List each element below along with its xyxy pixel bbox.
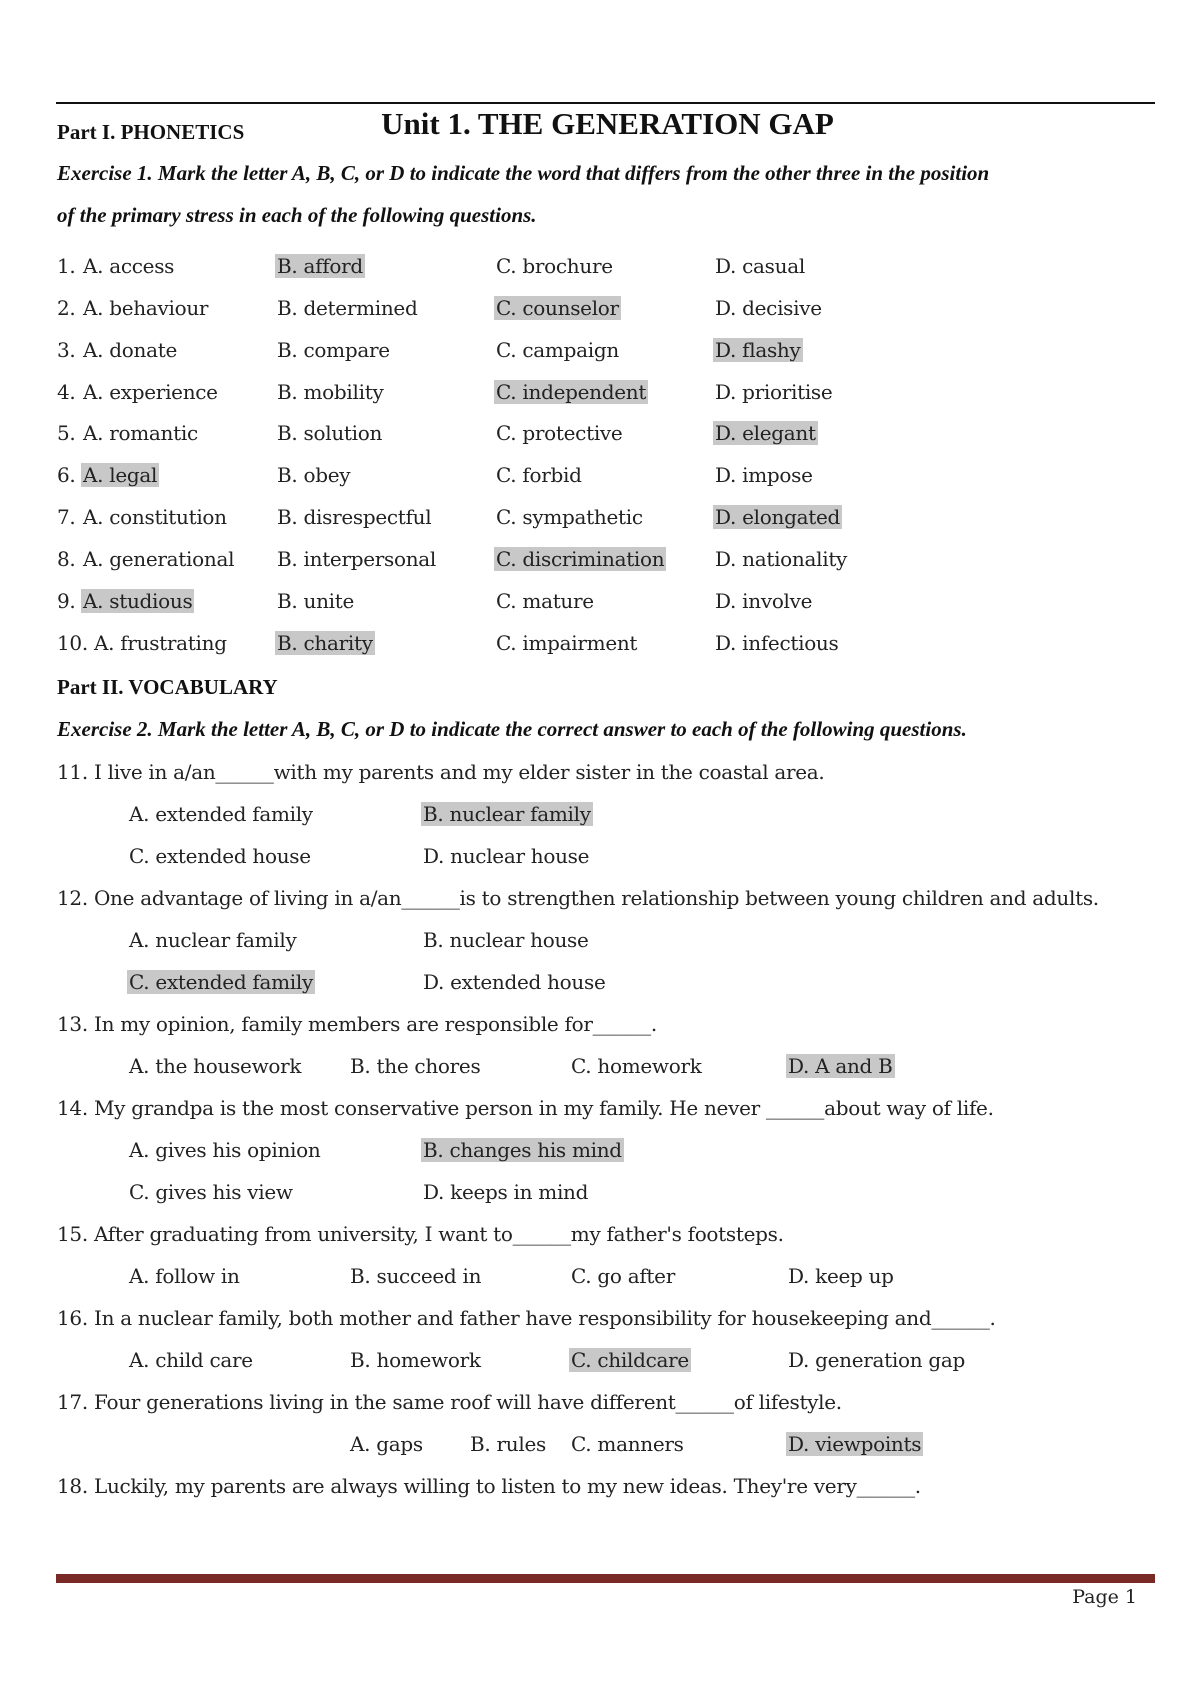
option-a: A. extended family xyxy=(129,802,313,826)
option-b: B. unite xyxy=(277,589,355,613)
option-c: C. independent xyxy=(496,380,647,404)
option-b: B. disrespectful xyxy=(277,505,432,529)
option-a: A. behaviour xyxy=(83,296,209,320)
option-d: D. nationality xyxy=(715,547,848,571)
option-a: A. experience xyxy=(83,380,218,404)
question-stem: 11. I live in a/an______with my parents and my elder sister in the coastal area. xyxy=(57,760,825,784)
question-stem: 18. Luckily, my parents are always willing to listen to my new ideas. They're very______. xyxy=(57,1474,921,1498)
option-c: C. extended house xyxy=(129,844,311,868)
option-d: D. flashy xyxy=(715,338,801,362)
option-c: C. extended family xyxy=(129,970,313,994)
option-c: C. sympathetic xyxy=(496,505,643,529)
option-d: D. nuclear house xyxy=(423,844,590,868)
option-c: C. childcare xyxy=(571,1348,689,1372)
page-number: Page 1 xyxy=(1072,1586,1137,1608)
option-c: C. forbid xyxy=(496,463,582,487)
option-d: D. viewpoints xyxy=(788,1432,922,1456)
question-number: 7. xyxy=(57,505,76,529)
option-d: D. infectious xyxy=(715,631,839,655)
option-a: A. legal xyxy=(83,463,158,487)
option-d: D. extended house xyxy=(423,970,606,994)
question-number: 4. xyxy=(57,380,76,404)
option-b: B. homework xyxy=(350,1348,481,1372)
option-c: C. mature xyxy=(496,589,594,613)
question-stem: 17. Four generations living in the same roof will have different______of lifestyle. xyxy=(57,1390,842,1414)
option-b: B. afford xyxy=(277,254,363,278)
header-rule xyxy=(56,102,1155,104)
exercise-2-instruction: Exercise 2. Mark the letter A, B, C, or D to indicate the correct answer to each of the following questions. xyxy=(57,717,967,741)
option-c: C. discrimination xyxy=(496,547,665,571)
option-d: D. involve xyxy=(715,589,813,613)
question-number: 10. xyxy=(57,631,88,655)
option-a: A. gaps xyxy=(350,1432,423,1456)
option-d: D. A and B xyxy=(788,1054,893,1078)
exercise-1-instruction-line-2: of the primary stress in each of the following questions. xyxy=(57,203,537,227)
option-b: B. obey xyxy=(277,463,351,487)
option-b: B. determined xyxy=(277,296,418,320)
part-2-heading: Part II. VOCABULARY xyxy=(57,675,278,699)
question-stem: 14. My grandpa is the most conservative person in my family. He never ______about way of life. xyxy=(57,1096,994,1120)
option-c: C. gives his view xyxy=(129,1180,293,1204)
option-d: D. prioritise xyxy=(715,380,833,404)
option-b: B. the chores xyxy=(350,1054,481,1078)
exercise-1-instruction-line-1: Exercise 1. Mark the letter A, B, C, or D to indicate the word that differs from the other three in the position xyxy=(57,161,990,185)
option-a: A. donate xyxy=(83,338,177,362)
option-c: C. protective xyxy=(496,421,623,445)
option-c: C. impairment xyxy=(496,631,638,655)
option-a: A. gives his opinion xyxy=(129,1138,321,1162)
option-a: A. access xyxy=(83,254,175,278)
question-number: 1. xyxy=(57,254,76,278)
option-b: B. mobility xyxy=(277,380,384,404)
option-d: D. elegant xyxy=(715,421,816,445)
option-a: A. constitution xyxy=(83,505,227,529)
option-b: B. compare xyxy=(277,338,390,362)
option-d: D. keeps in mind xyxy=(423,1180,589,1204)
question-number: 8. xyxy=(57,547,76,571)
question-number: 6. xyxy=(57,463,76,487)
option-c: C. go after xyxy=(571,1264,675,1288)
option-d: D. generation gap xyxy=(788,1348,966,1372)
option-a: A. child care xyxy=(129,1348,253,1372)
question-number: 9. xyxy=(57,589,76,613)
option-c: C. brochure xyxy=(496,254,613,278)
question-number: 5. xyxy=(57,421,76,445)
option-d: D. decisive xyxy=(715,296,822,320)
question-stem: 13. In my opinion, family members are responsible for______. xyxy=(57,1012,657,1036)
question-stem: 16. In a nuclear family, both mother and father have responsibility for housekeeping and______. xyxy=(57,1306,996,1330)
option-c: C. manners xyxy=(571,1432,684,1456)
option-c: C. campaign xyxy=(496,338,619,362)
page-title: Unit 1. THE GENERATION GAP xyxy=(381,106,834,141)
question-number: 3. xyxy=(57,338,76,362)
option-a: A. studious xyxy=(83,589,193,613)
option-d: D. impose xyxy=(715,463,813,487)
option-b: B. rules xyxy=(470,1432,546,1456)
option-a: A. romantic xyxy=(83,421,198,445)
option-d: D. elongated xyxy=(715,505,840,529)
option-b: B. nuclear family xyxy=(423,802,591,826)
option-b: B. succeed in xyxy=(350,1264,482,1288)
question-stem: 12. One advantage of living in a/an______is to strengthen relationship between young children and adults. xyxy=(57,886,1099,910)
option-a: A. nuclear family xyxy=(129,928,297,952)
question-stem: 15. After graduating from university, I want to______my father's footsteps. xyxy=(57,1222,784,1246)
option-c: C. counselor xyxy=(496,296,619,320)
option-a: A. follow in xyxy=(129,1264,240,1288)
option-c: C. homework xyxy=(571,1054,702,1078)
option-b: B. charity xyxy=(277,631,373,655)
option-b: B. changes his mind xyxy=(423,1138,622,1162)
option-a: A. frustrating xyxy=(94,631,227,655)
option-d: D. keep up xyxy=(788,1264,894,1288)
option-b: B. nuclear house xyxy=(423,928,589,952)
option-a: A. generational xyxy=(83,547,235,571)
option-b: B. solution xyxy=(277,421,383,445)
question-number: 2. xyxy=(57,296,76,320)
part-1-heading: Part I. PHONETICS xyxy=(57,120,245,144)
option-d: D. casual xyxy=(715,254,805,278)
option-b: B. interpersonal xyxy=(277,547,437,571)
option-a: A. the housework xyxy=(129,1054,302,1078)
footer-rule xyxy=(56,1574,1155,1583)
